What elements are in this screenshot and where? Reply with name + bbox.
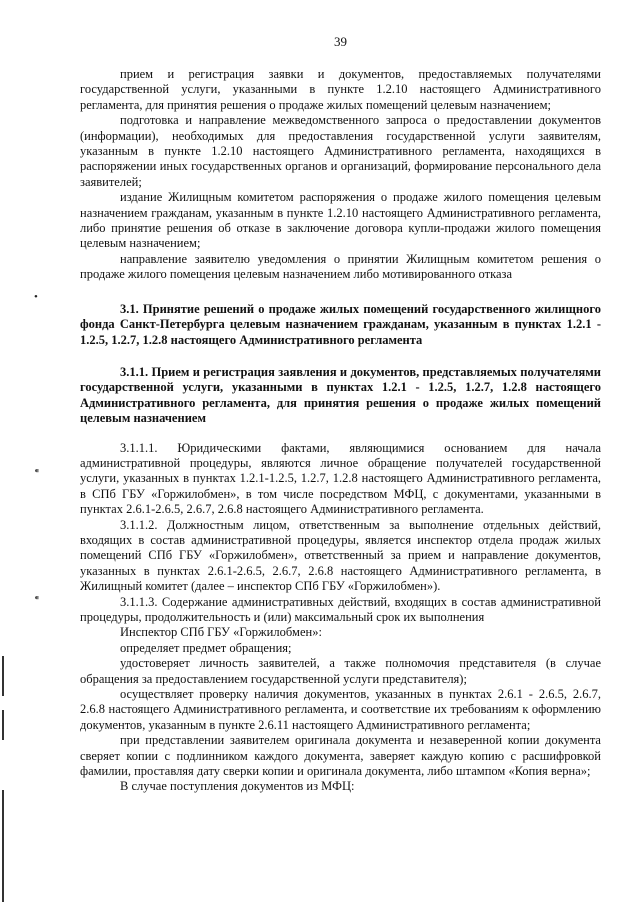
scan-edge-line — [2, 790, 4, 902]
paragraph-reception: прием и регистрация заявки и документов, предоставляемых получателями государственной услуги, указанными в пункте 1.2.10 настоящего Административного регламента, для принятия решения о продаже жилых помещений целевым назначением; — [80, 67, 601, 112]
paragraph-verifies-identity: удостоверяет личность заявителей, а также полномочия представителя (в случае обращения за предоставлением государственной услуги представителя); — [80, 656, 601, 686]
paragraph-mfc-documents: В случае поступления документов из МФЦ: — [120, 779, 355, 794]
section-heading-3-1-1: 3.1.1. Прием и регистрация заявления и документов, представляемых получателями государственной услуги, указанными в пунктах 1.2.1 - 1.2.5, 1.2.7, 1.2.8 настоящего Административного регламента, для принятия решения о продаже жилых помещений целевым назначением — [80, 364, 601, 426]
paragraph-checks-documents: осуществляет проверку наличия документов, указанных в пунктах 2.6.1 - 2.6.5, 2.6.7, 2.6.8 настоящего Административного регламента, и соответствие их требованиям к оформлению документов, указанным в пункте 2.6.11 настоящего Административного регламента; — [80, 687, 601, 732]
paragraph-3-1-1-1: 3.1.1.1. Юридическими фактами, являющимися основанием для начала административной процедуры, являются личное обращение получателей государственной услуги, указанных в пунктах 1.2.1-1.2.5, 1.2.7, 1.2.8 настоящего Административного регламента, в СПб ГБУ «Горжилобмен», в том числе посредством МФЦ, с документами, указанными в пунктах 2.6.1-2.6.5, 2.6.7, 2.6.8 настоящего Административного регламента. — [80, 440, 601, 517]
margin-arrow-mark: ⁌ — [34, 466, 40, 478]
document-page — [80, 34, 601, 795]
scan-edge-line — [2, 710, 4, 740]
paragraph-defines-subject: определяет предмет обращения; — [120, 640, 292, 655]
paragraph-notification: направление заявителю уведомления о принятии Жилищным комитетом решения о продаже жилого помещения целевым назначением либо мотивированного отказа — [80, 251, 601, 282]
paragraph-interagency-request: подготовка и направление межведомственного запроса о предоставлении документов (информации), необходимых для предоставления государственной услуги заявителям, указанным в пункте 1.2.10 настоящего Административного регламента, находящихся в распоряжении иных государственных органов и организаций, формирование персонального дела заявителей; — [80, 113, 601, 189]
paragraph-3-1-1-3: 3.1.1.3. Содержание административных действий, входящих в состав административной процедуры, продолжительность и (или) максимальный срок их выполнения — [80, 594, 601, 624]
paragraph-order-issue: издание Жилищным комитетом распоряжения о продаже жилого помещения целевым назначением гражданам, указанным в пункте 1.2.10 настоящего Административного регламента, либо принятие решения об отказе в заключение договора купли-продажи жилого помещения целевым назначением; — [80, 190, 601, 251]
scan-edge-line — [2, 656, 4, 696]
margin-arrow-mark: ⁌ — [34, 593, 40, 605]
paragraph-inspector: Инспектор СПб ГБУ «Горжилобмен»: — [120, 625, 322, 640]
section-heading-3-1: 3.1. Принятие решений о продаже жилых помещений государственного жилищного фонда Санкт-Петербурга целевым назначением гражданам, указанным в пунктах 1.2.1 - 1.2.5, 1.2.7, 1.2.8 настоящего Административного регламента — [80, 301, 601, 347]
page-number: 39 — [334, 34, 347, 49]
paragraph-3-1-1-2: 3.1.1.2. Должностным лицом, ответственным за выполнение отдельных действий, входящих в состав административной процедуры, является инспектор отдела продаж жилых помещений СПб ГБУ «Горжилобмен», ответственный за прием и направление документов, указанных в пунктах 2.6.1-2.6.5, 2.6.7, 2.6.8 настоящего Административного регламента, в Жилищный комитет (далее – инспектор СПб ГБУ «Горжилобмен»). — [80, 517, 601, 594]
margin-dot-mark: • — [34, 291, 38, 303]
paragraph-compares-copies: при представлении заявителем оригинала документа и незаверенной копии документа сверяет копии с подлинником каждого документа, заверяет каждую копию с расшифровкой фамилии, проставляя дату сверки копии и оригинала документа, либо штампом «Копия верна»; — [80, 733, 601, 779]
